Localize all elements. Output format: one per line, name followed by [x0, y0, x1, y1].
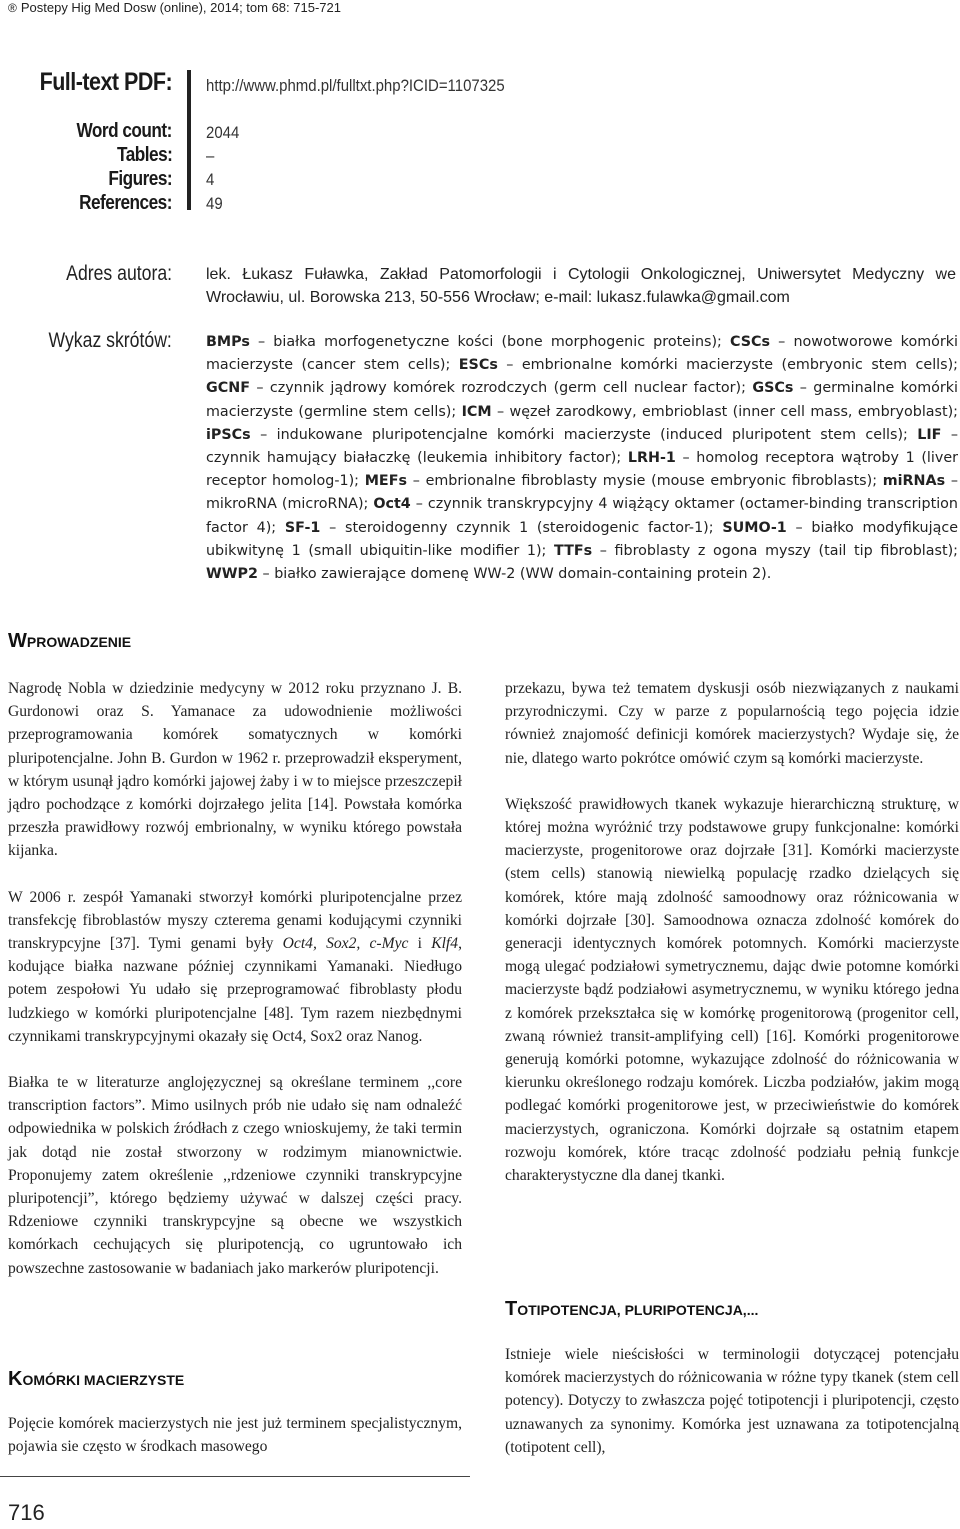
abbrev-term: WWP2	[206, 566, 258, 583]
wordcount-label: Word count:	[76, 120, 172, 142]
abbrev-definition: – czynnik transkrypcyjny 4 wiążący oktamer (octamer-binding transcription factor 4);	[206, 496, 958, 536]
abbrev-definition: – homolog receptora wątroby 1 (liver receptor homolog-1);	[206, 450, 958, 490]
tables-label: Tables:	[116, 144, 172, 166]
left-column-end	[8, 1412, 462, 1481]
paragraph: Istnieje wiele nieścisłości w terminologii dotyczącej potencjału komórek macierzystych do różnicowania w różne typy tkanek (stem cell potency). Dotyczy to zwłaszcza pojęć totipotencji i pluripotencji, często uznawanych za synonimy. Komórka jest uznawana za totipotencjalną (totipotent cell),	[505, 1346, 959, 1456]
abbrev-definition: – mikroRNA (microRNA);	[206, 473, 958, 513]
fulltext-link[interactable]: http://www.phmd.pl/fulltxt.php?ICID=1107325	[206, 76, 505, 95]
abbrev-term: BMPs	[206, 334, 250, 350]
abbrev-term: CSCs	[729, 334, 771, 350]
abbrev-definition: – indukowane pluripotencjalne komórki macierzyste (induced pluripotent stem cells);	[250, 426, 918, 443]
abbrev-definition: – fibroblasty z ogona myszy (tail tip fibroblast);	[592, 542, 958, 559]
abbreviation-list	[206, 331, 958, 586]
abbrev-term: MEFs	[364, 473, 407, 490]
left-column	[8, 677, 462, 1303]
abbrev-term: LIF	[917, 426, 942, 443]
paragraph: Większość prawidłowych tkanek wykazuje hierarchiczną strukturę, w której można wyróżnić trzy podstawowe grupy funkcjonalne: komórki macierzyste, progenitorowe oraz dojrzałe [31]. Komórki macierzyste (stem cells) stanowią niewielką populację rzadko dzielących się komórek, które mają zdolność samoodnowy oraz różnicowania w komórki dojrzałe [30]. Samoodnowa oznacza zdolność komórek do generacji identycznych komórek potomnych. Komórki macierzyste mogą ulegać podziałowi symetrycznemu, dając dwie potomne komórki macierzyste bądź podziałowi asymetrycznemu, w wyniku którego jedna z komórek przekształca się w komórkę progenitorową (progenitor cell, zwaną również transit-amplifying cell) [16]. Komórki progenitorowe generują komórki potomne, wykazujące zdolność do różnicowania w kierunku określonego rodzaju komórek. Liczba podziałów, jakim mogą podlegać komórki progenitorowe jest, w przeciwieństwie do komórek macierzystych, ograniczona. Komórki dojrzałe są ostatnim etapem rozwoju komórek, które tracąc zdolność podziału pełnią funkcje charakterystyczne dla danej tkanki.	[505, 795, 959, 1185]
figures-label: Figures:	[108, 168, 172, 190]
page-number: 716	[8, 1500, 45, 1525]
paragraph: przekazu, bywa też tematem dyskusji osób niezwiązanych z naukami przyrodniczymi. Czy w parze z popularnością tego pojęcia idzie również znajomość definicji komórek macierzystych? Wydaje się, że nie, dlatego warto pokrótce omówić czym są komórki macierzyste.	[505, 680, 959, 767]
meta-divider	[187, 70, 191, 210]
abbrev-definition: – steroidogenny czynnik 1 (steroidogenic factor-1);	[320, 519, 723, 536]
right-column-end	[505, 1343, 959, 1482]
journal-header	[8, 0, 341, 15]
references-label: References:	[79, 192, 172, 214]
registered-icon: ®	[8, 1, 17, 15]
abbrev-term: miRNAs	[882, 473, 946, 490]
fulltext-label: Full-text PDF:	[39, 68, 172, 96]
abbrev-definition: – embrionalne komórki macierzyste (embryonic stem cells);	[497, 357, 958, 374]
abbrev-definition: – czynnik hamujący białaczkę (leukemia inhibitory factor);	[206, 426, 958, 467]
abbrev-term: ESCs	[458, 357, 498, 374]
abbrev-term: GCNF	[206, 380, 250, 397]
section-heading-intro: WPROWADZENIE	[8, 630, 132, 652]
right-column	[505, 677, 959, 1210]
abbrev-term: TTFs	[554, 542, 593, 559]
section-heading-totipotency: TOTIPOTENCJA, PLURIPOTENCJA,...	[505, 1298, 759, 1320]
abbrev-term: iPSCs	[206, 426, 251, 443]
paragraph: W 2006 r. zespół Yamanaki stworzył komórki pluripotencjalne przez transfekcję fibroblastów myszy czterema genami kodującymi czynniki transkrypcyjne [37]. Tymi genami były Oct4, Sox2, c-Myc i Klf4, kodujące białka nazwane później czynnikami Yamanaki. Niedługo potem zespołowi Yu udało się przeprogramować fibroblasty płodu ludzkiego w komórki pluripotencjalne [48]. Tym razem niezbędnymi czynnikami transkrypcyjnymi okazały się Oct4, Sox2 oraz Nanog.	[8, 888, 462, 1045]
paragraph: Białka te w literaturze anglojęzycznej są określane terminem ,,core transcription factors”. Mimo usilnych prób nie udało się nam odnaleźć odpowiednika w polskich źródłach z czego wnioskujemy, że taki termin jak dotąd nie został stworzony w rodzimym mianownictwie. Proponujemy zatem określenie ,,rdzeniowe czynniki transkrypcyjne pluripotencji”, którego będziemy używać w dalszej części pracy. Rdzeniowe czynniki transkrypcyjne są obecne we wszystkich komórkach cechujących się pluripotencją, co ugruntowało ich powszechne zastosowanie w badaniach jako markerów pluripotencji.	[8, 1074, 462, 1277]
abbrev-definition: – białko zawierające domenę WW-2 (WW domain-containing protein 2).	[257, 566, 772, 583]
address-label: Adres autora:	[66, 262, 172, 285]
footer-rule	[0, 1476, 470, 1477]
paragraph: Nagrodę Nobla w dziedzinie medycyny w 2012 roku przyznano J. B. Gurdonowi oraz S. Yamanace za udowodnienie możliwości przeprogramowania komórek somatycznych w komórki pluripotencjalne. John B. Gurdon w 1962 r. przeprowadził eksperyment, w którym usunął jądro komórki jajowej żaby i w to miejsce przeszczepił jądro pochodzące z komórki dojrzałego jelita [14]. Powstała komórka przeszła prawidłowy rozwój embrionalny, w wyniku którego powstała kijanka.	[8, 680, 462, 860]
abbrev-definition: – białko modyfikujące ubikwitynę 1 (small ubiquitin-like modifier 1);	[206, 519, 958, 559]
abbrev-term: Oct4	[373, 496, 411, 513]
wordcount-value: 2044	[206, 123, 240, 142]
abbrev-definition: – embrionalne fibroblasty mysie (mouse embryonic fibroblasts);	[406, 473, 883, 490]
abbrev-term: LRH-1	[627, 450, 676, 467]
abbrev-definition: – węzeł zarodkowy, embrioblast (inner cell mass, embryoblast);	[491, 403, 958, 420]
references-value: 49	[206, 194, 223, 213]
journal-citation: Postepy Hig Med Dosw (online), 2014; tom 68: 715-721	[20, 0, 341, 15]
section-heading-stem-cells: KOMÓRKI MACIERZYSTE	[8, 1368, 185, 1390]
abbrev-definition: – nowotworowe komórki macierzyste (cancer stem cells);	[206, 334, 958, 374]
abbrev-term: ICM	[461, 403, 492, 420]
abbrev-term: SF-1	[284, 519, 321, 536]
abbrev-definition: – czynnik jądrowy komórek rozrodczych (germ cell nuclear factor);	[249, 380, 753, 397]
abbrev-term: GSCs	[752, 380, 794, 397]
abbrev-definition: – białka morfogenetyczne kości (bone morphogenic proteins);	[249, 334, 730, 350]
address-text: lek. Łukasz Fuławka, Zakład Patomorfologii i Cytologii Onkologicznej, Uniwersytet Medyczny we Wrocławiu, ul. Borowska 213, 50-556 Wrocław; e-mail: lukasz.fulawka@gmail.com	[206, 266, 956, 306]
figures-value: 4	[206, 170, 215, 189]
abbrev-term: SUMO-1	[722, 519, 787, 536]
abbrev-definition: – germinalne komórki macierzyste (germline stem cells);	[206, 380, 958, 420]
tables-value: –	[206, 146, 215, 165]
paragraph: Pojęcie komórek macierzystych nie jest już terminem specjalistycznym, pojawia sie często w środkach masowego	[8, 1415, 462, 1456]
abbrev-label: Wykaz skrótów:	[48, 329, 172, 352]
